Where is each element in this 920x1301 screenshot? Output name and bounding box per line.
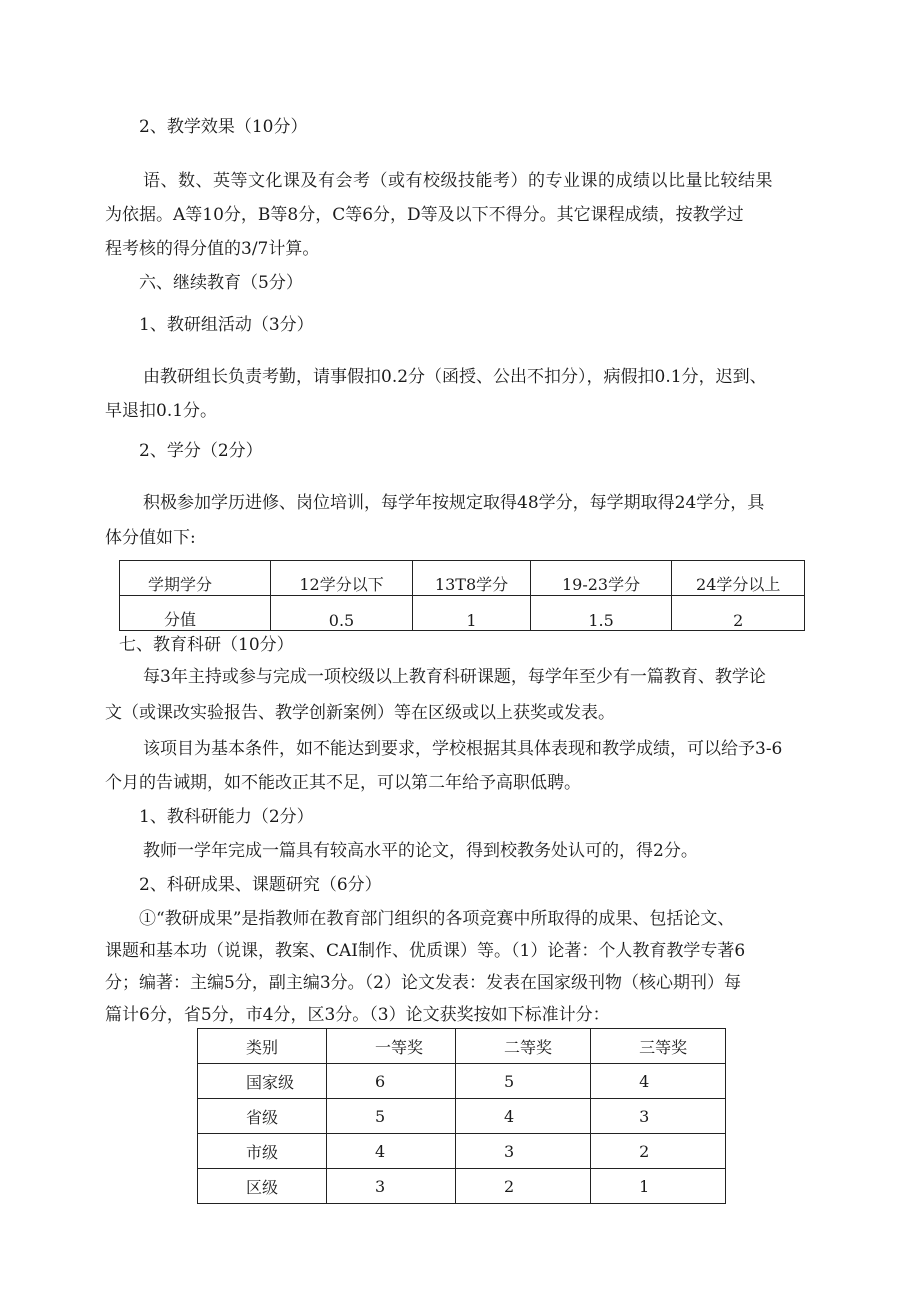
table-header-cell: 19-23学分 [530,561,672,596]
table-cell: 4 [591,1064,726,1099]
heading-credits: 2、学分（2分） [139,441,263,461]
table-cell: 4 [455,1099,590,1134]
table-cell: 5 [455,1064,590,1099]
table-header-cell: 学期学分 [120,561,271,596]
table-header-cell: 24学分以上 [672,561,805,596]
table-cell: 4 [326,1134,455,1169]
table-row [198,1099,726,1134]
paragraph-line: 体分值如下: [105,528,196,548]
table-cell: 3 [326,1169,455,1204]
table-row [198,1064,726,1099]
paragraph-line: 课题和基本功（说课，教案、CAI制作、优质课）等。（1）论著：个人教育教学专著6 [105,941,746,961]
table-header-cell: 12学分以下 [270,561,413,596]
table-cell: 3 [455,1134,590,1169]
heading-continuing-education: 六、继续教育（5分） [139,273,303,293]
table-header-cell: 三等奖 [591,1029,726,1064]
heading-teaching-effect: 2、教学效果（10分） [139,117,308,137]
table-cell: 0.5 [270,596,413,631]
paragraph-line: 个月的告诫期，如不能改正其不足，可以第二年给予高职低聘。 [105,773,581,793]
credit-score-table [119,560,805,631]
table-row-label: 区级 [198,1169,327,1204]
heading-teaching-group-activity: 1、教研组活动（3分） [139,315,314,335]
table-cell: 1 [413,596,530,631]
heading-research-ability: 1、教科研能力（2分） [139,807,314,827]
paragraph-line: 分；编著：主编5分，副主编3分。（2）论文发表：发表在国家级刊物（核心期刊）每 [105,973,741,993]
paragraph-line: ①“教研成果”是指教师在教育部门组织的各项竞赛中所取得的成果、包括论文、 [139,909,735,929]
table-cell: 1.5 [530,596,672,631]
paragraph-line: 为依据。A等10分，B等8分，C等6分，D等及以下不得分。其它课程成绩，按教学过 [105,205,744,225]
table-row-label: 国家级 [198,1064,327,1099]
table-cell: 2 [591,1134,726,1169]
paragraph-line: 该项目为基本条件，如不能达到要求，学校根据其具体表现和教学成绩，可以给予3-6 [143,739,783,759]
table-cell: 3 [591,1099,726,1134]
paragraph-line: 语、数、英等文化课及有会考（或有校级技能考）的专业课的成绩以比量比较结果 [143,171,773,191]
heading-research-results: 2、科研成果、课题研究（6分） [139,875,382,895]
table-header-cell: 类别 [198,1029,327,1064]
paragraph-line: 由教研组长负责考勤，请事假扣0.2分（函授、公出不扣分），病假扣0.1分，迟到、 [143,367,767,387]
paragraph-line: 教师一学年完成一篇具有较高水平的论文，得到校教务处认可的，得2分。 [143,841,698,861]
table-header-cell: 二等奖 [455,1029,590,1064]
paragraph-line: 程考核的得分值的3/7计算。 [105,239,320,259]
table-row-label: 市级 [198,1134,327,1169]
table-row [198,1169,726,1204]
table-cell: 2 [672,596,805,631]
paragraph-line: 篇计6分，省5分，市4分，区3分。（3）论文获奖按如下标准计分： [105,1005,610,1025]
table-row-label: 省级 [198,1099,327,1134]
table-header-cell: 一等奖 [326,1029,455,1064]
table-cell: 2 [455,1169,590,1204]
table-header-cell: 13T8学分 [413,561,530,596]
paragraph-line: 文（或课改实验报告、教学创新案例）等在区级或以上获奖或发表。 [105,703,615,723]
table-cell: 1 [591,1169,726,1204]
table-cell: 6 [326,1064,455,1099]
heading-education-research: 七、教育科研（10分） [119,635,294,655]
paper-award-table [197,1028,726,1204]
paragraph-line: 积极参加学历进修、岗位培训，每学年按规定取得48学分，每学期取得24学分，具 [143,493,765,513]
paragraph-line: 每3年主持或参与完成一项校级以上教育科研课题，每学年至少有一篇教育、教学论 [143,667,766,687]
table-cell: 5 [326,1099,455,1134]
table-row-label: 分值 [120,596,271,631]
table-row [198,1134,726,1169]
paragraph-line: 早退扣0.1分。 [105,401,218,421]
